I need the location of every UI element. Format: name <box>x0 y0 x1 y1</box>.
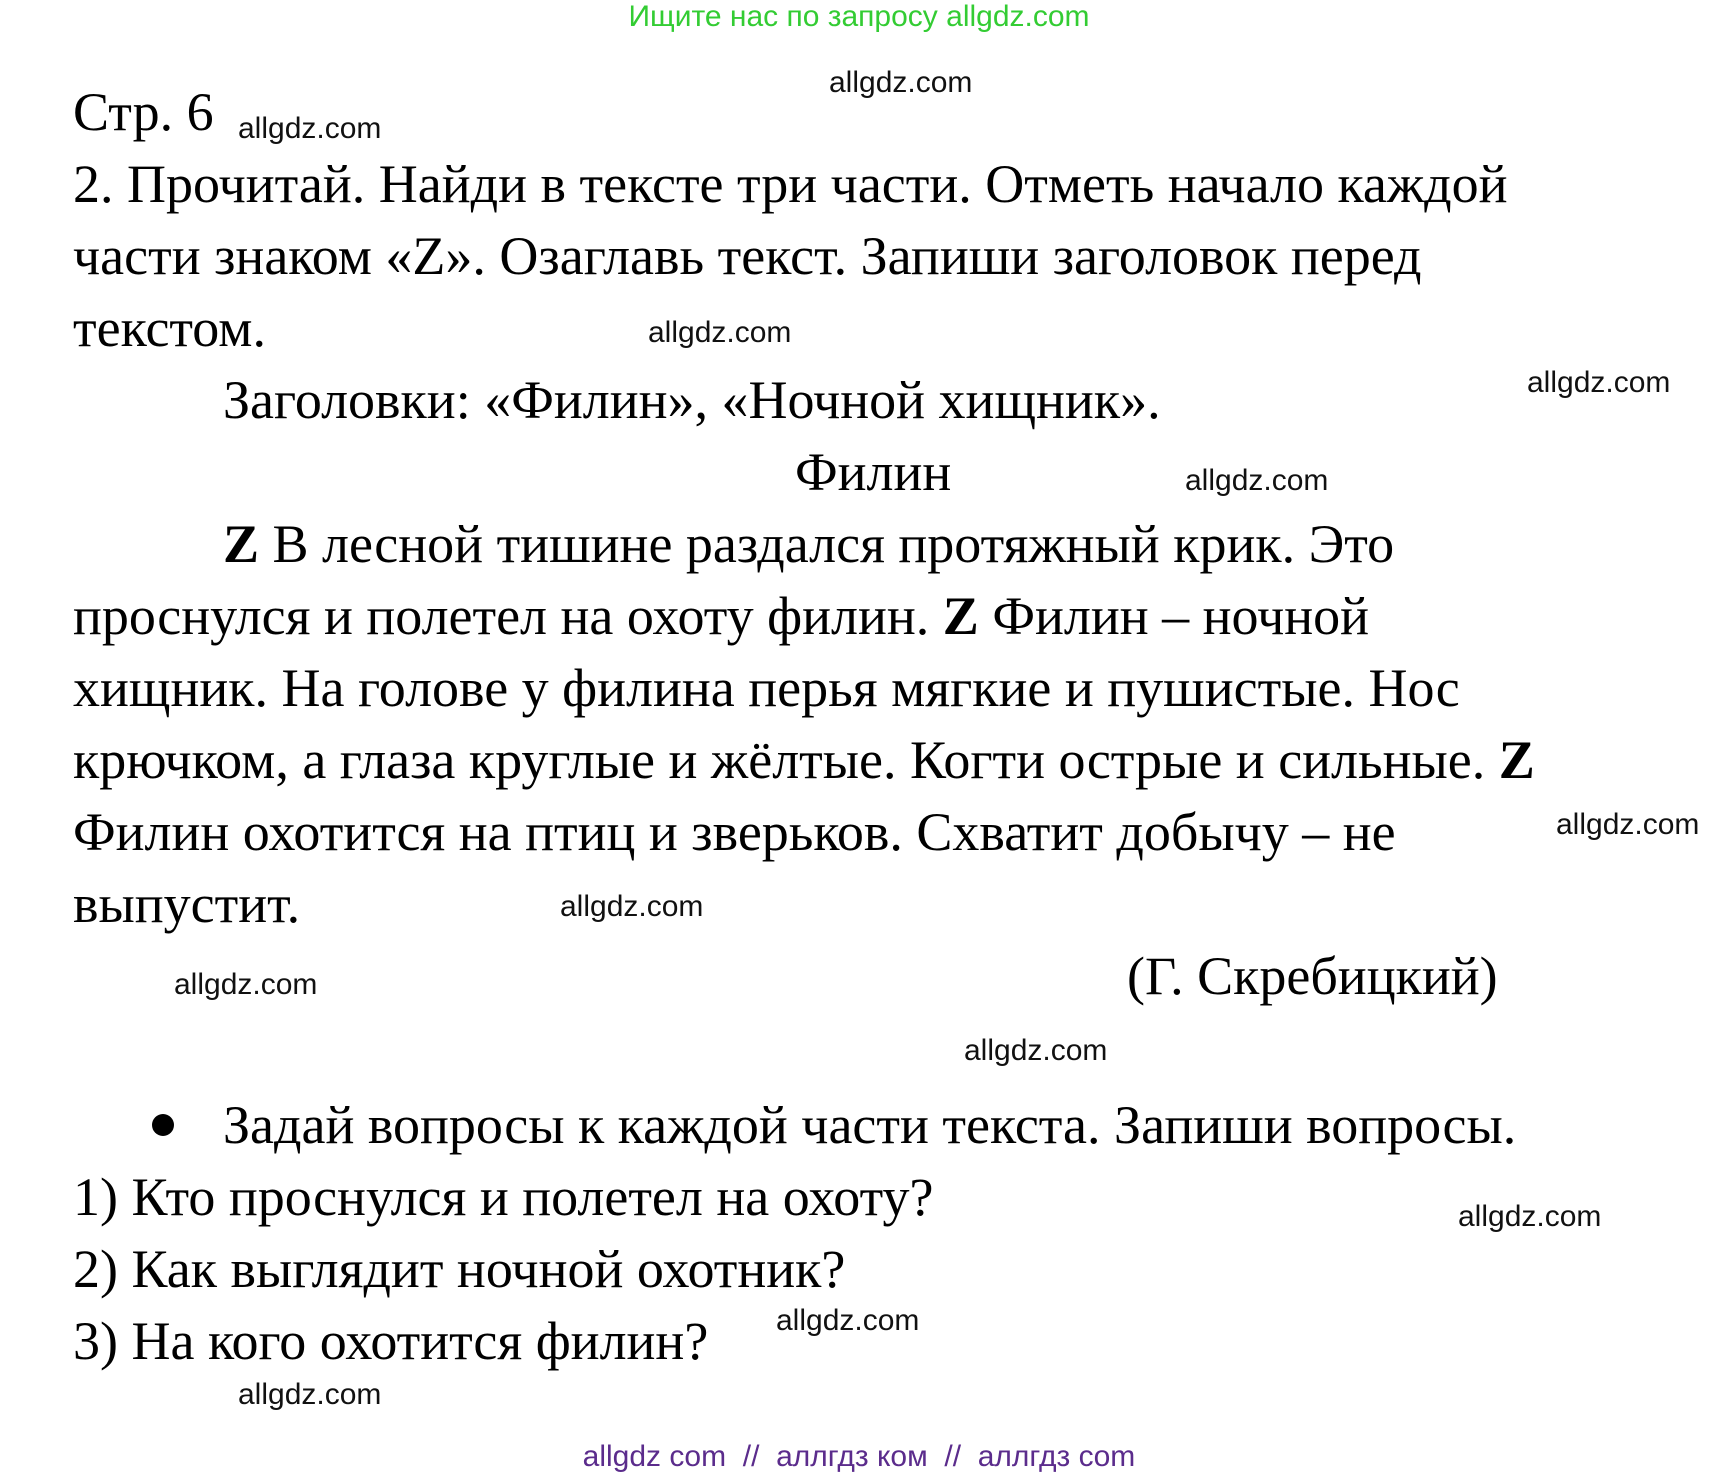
footer-links: allgdz com // аллгдз ком // аллгдз com <box>582 1440 1136 1473</box>
watermark: allgdz.com <box>560 890 704 923</box>
watermark: allgdz.com <box>964 1034 1108 1067</box>
watermark: allgdz.com <box>1458 1200 1602 1233</box>
question-2: 2) Как выглядит ночной охотник? <box>73 1239 846 1299</box>
task-line-1: 2. Прочитай. Найди в тексте три части. Отметь начало каждой <box>73 154 1508 214</box>
watermark: allgdz.com <box>1185 464 1329 497</box>
part-mark: Z <box>223 514 260 574</box>
story-author: (Г. Скребицкий) <box>1127 946 1498 1006</box>
page-label: Стр. 6 <box>73 82 214 142</box>
watermark: allgdz.com <box>776 1304 920 1337</box>
story-line-4 <box>73 724 1535 796</box>
story-line-2-text-b: Филин – ночной <box>978 586 1370 646</box>
questions-prompt: Задай вопросы к каждой части текста. Запиши вопросы. <box>223 1095 1517 1155</box>
question-3: 3) На кого охотится филин? <box>73 1311 709 1371</box>
task-line-2: части знаком «Z». Озаглавь текст. Запиши заголовок перед <box>73 226 1422 286</box>
story-line-1-text: В лесной тишине раздался протяжный крик. Это <box>259 514 1395 574</box>
story-line-2-text-a: проснулся и полетел на охоту филин. <box>73 586 943 646</box>
story-line-6: выпустит. <box>73 874 301 934</box>
story-line-3: хищник. На голове у филина перья мягкие и пушистые. Нос <box>73 658 1460 718</box>
watermark: allgdz.com <box>1527 366 1671 399</box>
watermark: allgdz.com <box>829 66 973 99</box>
watermark: allgdz.com <box>238 112 382 145</box>
watermark: allgdz.com <box>174 968 318 1001</box>
part-mark: Z <box>942 586 979 646</box>
question-1: 1) Кто проснулся и полетел на охоту? <box>73 1167 934 1227</box>
watermark: allgdz.com <box>1556 808 1700 841</box>
task-line-3: текстом. <box>73 298 266 358</box>
story-line-5: Филин охотится на птиц и зверьков. Схватит добычу – не <box>73 802 1396 862</box>
watermark: allgdz.com <box>238 1378 382 1411</box>
search-banner: Ищите нас по запросу allgdz.com <box>628 0 1090 33</box>
story-title: Филин <box>795 442 952 502</box>
story-line-2 <box>73 580 1369 652</box>
watermark: allgdz.com <box>648 316 792 349</box>
headings-line: Заголовки: «Филин», «Ночной хищник». <box>223 370 1161 430</box>
story-line-1 <box>223 508 1394 580</box>
bullet-icon <box>152 1114 174 1136</box>
story-line-4-text: крючком, а глаза круглые и жёлтые. Когти острые и сильные. <box>73 730 1499 790</box>
part-mark: Z <box>1498 730 1535 790</box>
